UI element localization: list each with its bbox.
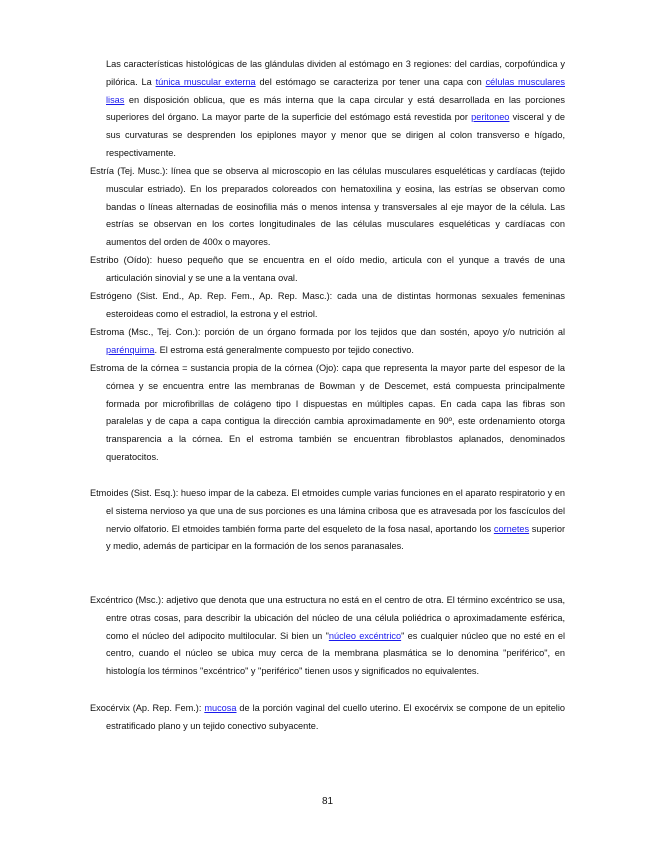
entry-text: . El estroma está generalmente compuesto por tejido conectivo. [154,344,414,355]
entry-text: de la porción vaginal del cuello uterino. El exocérvix se compone de un epitelio estratificado plano y un tejido conectivo subyacente. [106,703,565,731]
entry-estrogeno [90,288,565,324]
entry-text: " es cualquier núcleo que no esté en el centro, cuando el núcleo se ubica muy cerca de la membrana plasmática se lo denomina "periférico", en histología los términos "excéntrico" y "periférico" tienen usos y significados no equivalentes. [106,630,566,677]
glossary-link[interactable]: peritoneo [471,112,510,123]
entry-estroma [90,324,565,360]
entry-etmoides [90,485,565,556]
page-number: 81 [321,796,334,807]
entry-text: Estribo (Oído): hueso pequeño que se encuentra en el oído medio, articula con el yunque a través de una articulación sinovial y se une a la ventana oval. [90,255,565,283]
entry-estria [90,163,565,252]
entry-estribo [90,252,565,288]
glossary-link[interactable]: parénquima [106,344,155,355]
entry-estroma-cornea [90,360,565,467]
entry-text: en disposición oblicua, que es más interna que la capa circular y está desarrollada en las porciones superiores del órgano. La mayor parte de la superficie del estómago está revestida por [106,94,565,123]
entry-text: Excéntrico (Msc.): adjetivo que denota que una estructura no está en el centro de otra. El término excéntrico se usa, entre otras cosas, para describir la ubicación del núcleo de una célula poliédrica o aproximadamente esférica, como el núcleo del adipocito multilocular. Si bien un " [90,595,565,641]
glossary-link[interactable]: cornetes [493,523,530,534]
glossary-link[interactable]: células musculares lisas [106,76,565,105]
entry-text: Estría (Tej. Musc.): línea que se observa al microscopio en las células musculares esqueléticas y cardíacas (tejido muscular estriado). En los preparados coloreados con hematoxilina y eosina, las estrías se observan como bandas o líneas alternadas de eosinofilia más o menos intensa y transversales al eje mayor de la célula. Las estrías se observan en los cortes longitudinales de las células musculares esqueléticas y cardíacas con aumentos del orden de 400x o mayores. [90,166,565,248]
entry-text: Las características histológicas de las glándulas dividen al estómago en 3 regiones: del cardias, corpofúndica y pilórica. La [106,59,565,87]
entry-exocervix [90,700,565,736]
glossary-link[interactable]: túnica muscular externa [155,76,256,87]
entry-excentrico [90,592,565,681]
entry-text: Etmoides (Sist. Esq.): hueso impar de la cabeza. El etmoides cumple varias funciones en el aparato respiratorio y en el sistema nervioso ya que una de sus porciones es una lámina cribosa que es atravesada por los fascículos del nervio olfatorio. El etmoides también forma parte del esqueleto de la fosa nasal, aportando los [90,488,565,534]
entry-estomago-continuation [90,56,565,163]
glossary-link[interactable]: mucosa [204,703,237,713]
glossary-link[interactable]: núcleo excéntrico [328,630,402,641]
entry-text: superior y medio, además de participar en la formación de los senos paranasales. [106,523,566,552]
entry-text: Estroma de la córnea = sustancia propia de la córnea (Ojo): capa que representa la mayor parte del espesor de la córnea y se encuentra entre las membranas de Bowman y de Descemet, está compuesta principalmente formada por microfibrillas de colágeno tipo I dispuestas en múltiples capas. En cada capa las fibras son paralelas y de capa a capa contigua la dirección cambia aproximadamente en 90º, este ordenamiento otorga transparencia a la córnea. En el estroma también se encuentran fibroblastos aplanados, denominados queratocitos. [90,363,565,462]
entry-text: Estrógeno (Sist. End., Ap. Rep. Fem., Ap. Rep. Masc.): cada una de distintas hormonas sexuales femeninas esteroideas como el estradiol, la estrona y el estriol. [90,291,565,319]
entry-text: visceral y de sus curvaturas se desprenden los epiplones mayor y menor que se dirigen al colon transverso e hígado, respectivamente. [106,112,565,158]
entry-text: Estroma (Msc., Tej. Con.): porción de un órgano formada por los tejidos que dan sostén, apoyo y/o nutrición al [90,327,565,337]
entry-text: Exocérvix (Ap. Rep. Fem.): [90,703,205,713]
entry-text: del estómago se caracteriza por tener una capa con [255,76,486,87]
